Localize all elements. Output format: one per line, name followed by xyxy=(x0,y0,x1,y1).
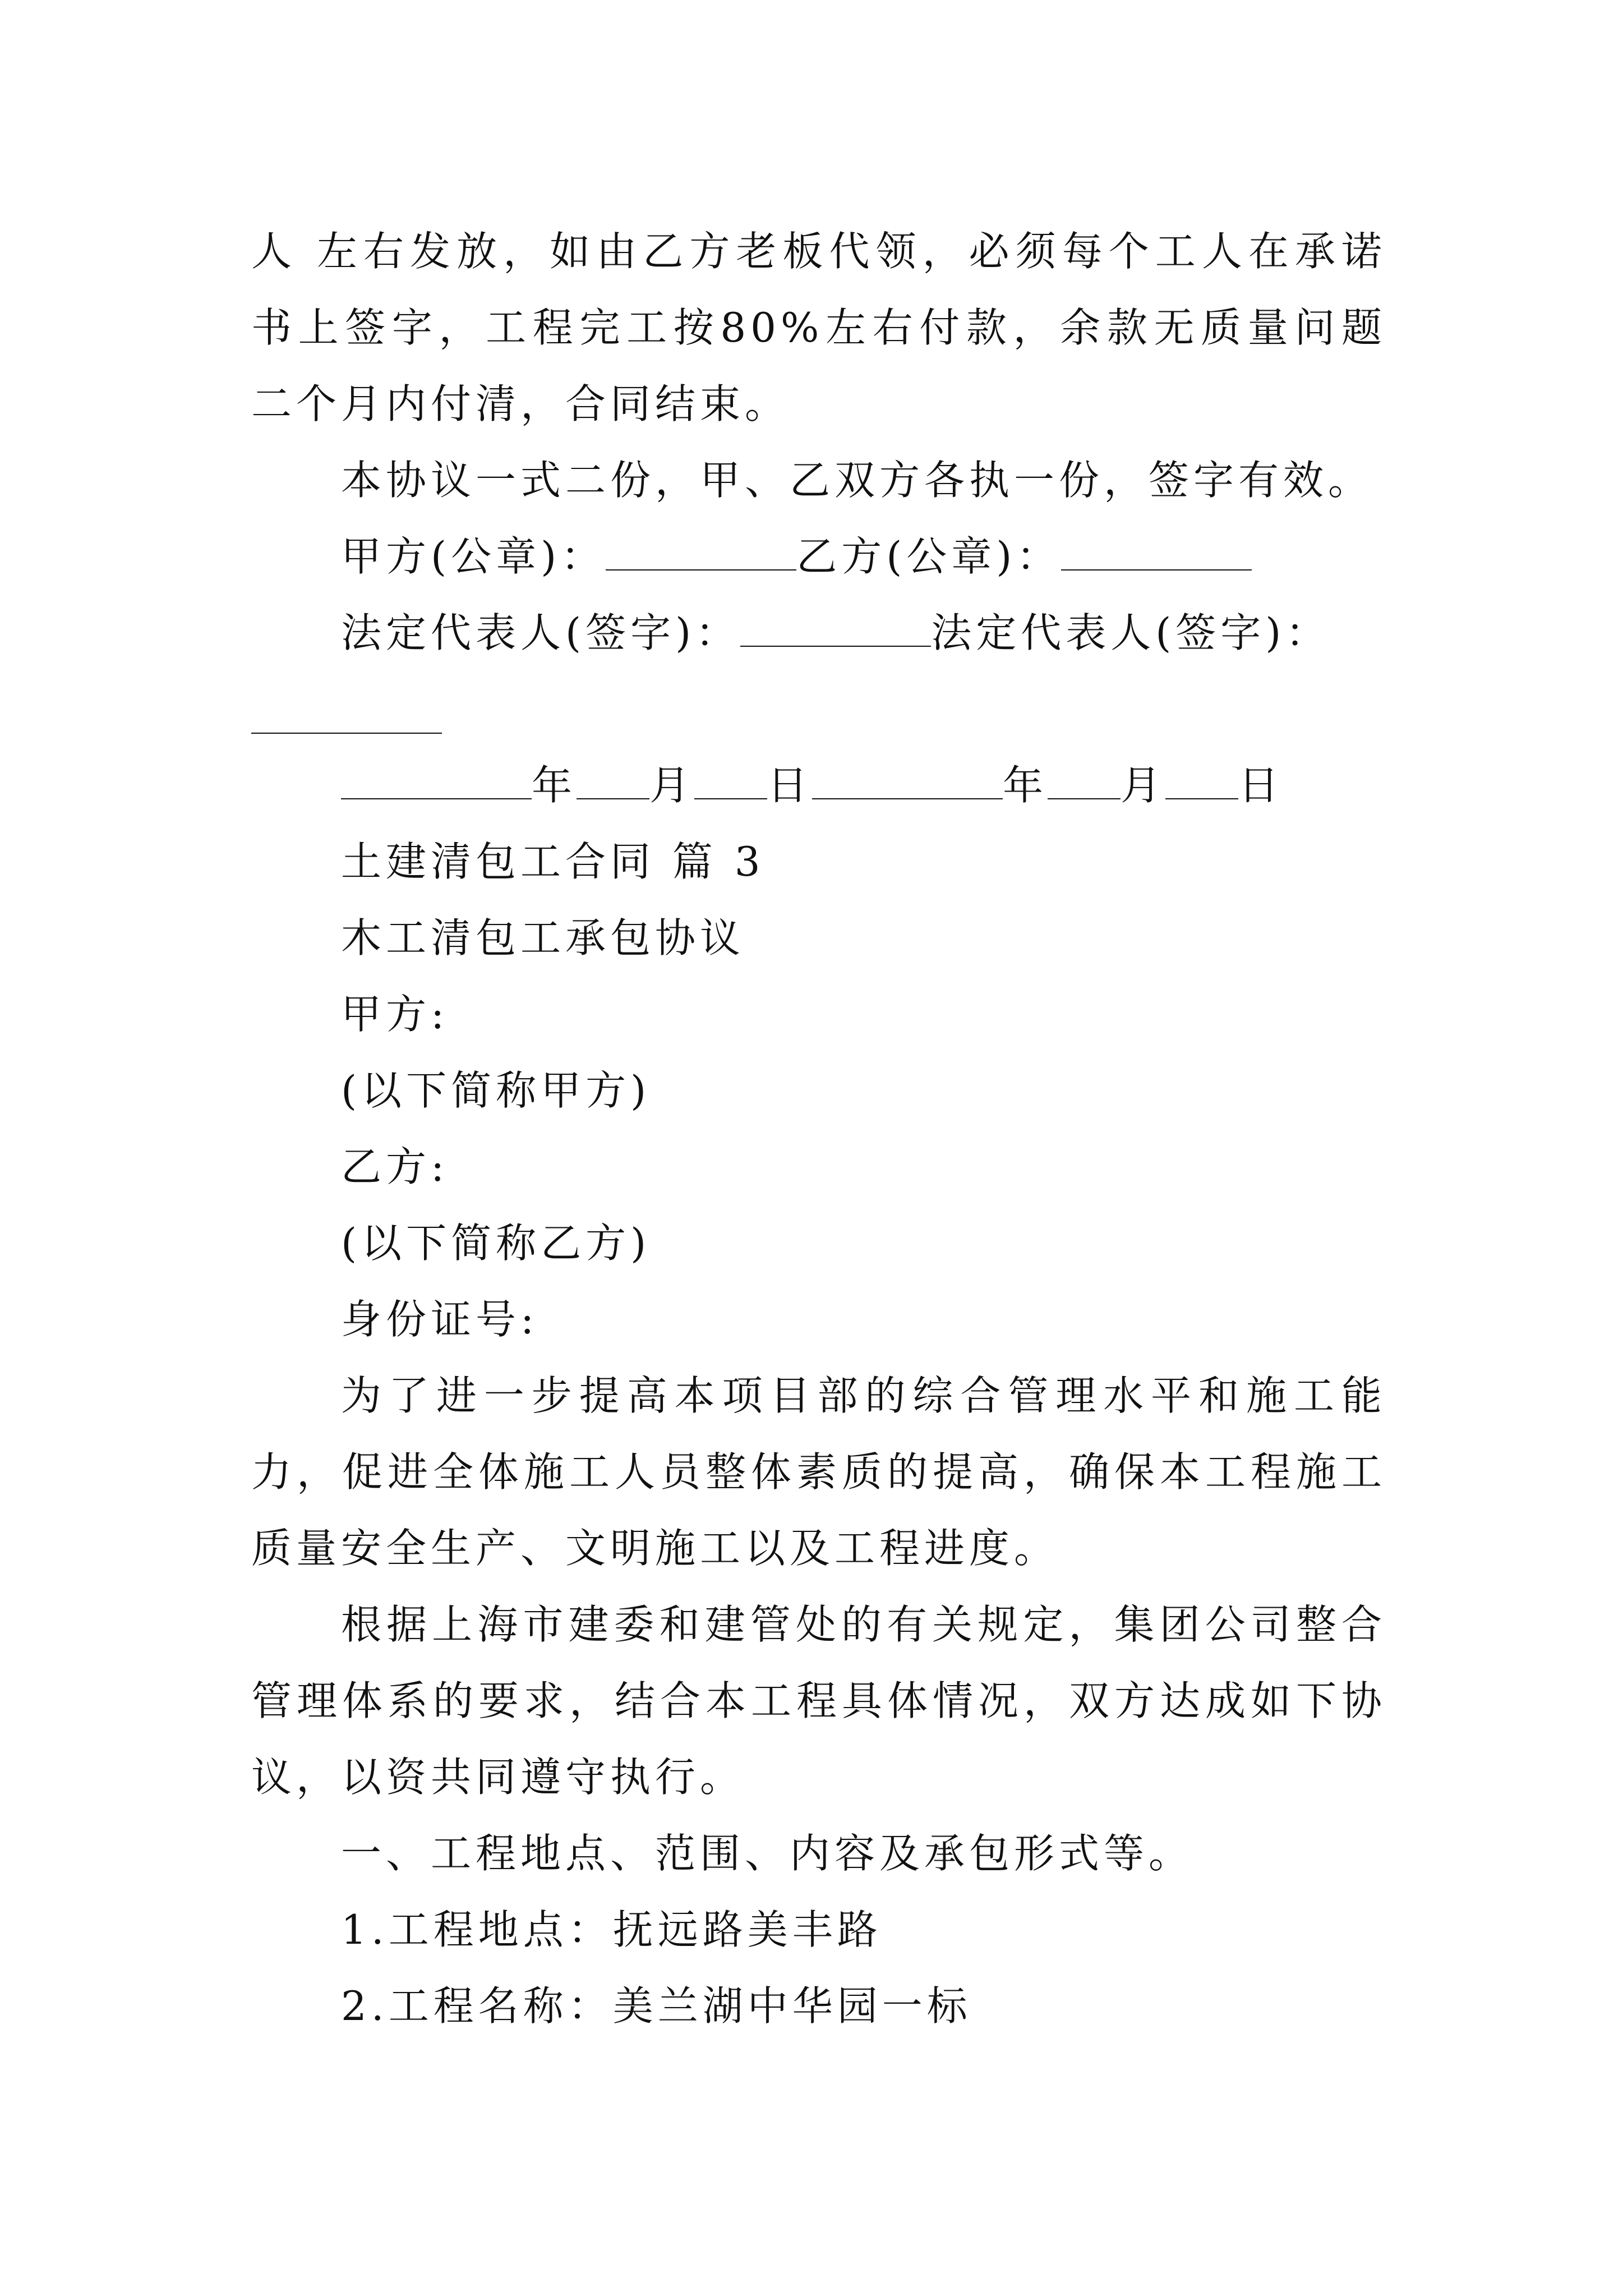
date-b-month-blank[interactable] xyxy=(1048,753,1121,799)
rep-a-blank[interactable] xyxy=(740,601,931,647)
party-b-note: (以下简称乙方) xyxy=(341,1220,651,1267)
paragraph-payment-terms: 人 左右发放，如由乙方老板代领，必须每个工人在承诺书上签字，工程完工按80%左右付款，余款无质量问题二个月内付清，合同结束。 xyxy=(251,228,1386,427)
date-b-month-label: 月 xyxy=(1121,762,1166,809)
basis-text: 根据上海市建委和建管处的有关规定，集团公司整合管理体系的要求，结合本工程具体情况，双方达成如下协议，以资共同遵守执行。 xyxy=(251,1601,1386,1801)
paragraph-copies: 本协议一式二份，甲、乙双方各执一份，签字有效。 xyxy=(341,457,1373,504)
basis-paragraph xyxy=(251,1586,1386,1815)
intro-paragraph xyxy=(251,1358,1386,1586)
date-b-day-blank[interactable] xyxy=(1165,753,1238,799)
intro-text: 为了进一步提高本项目部的综合管理水平和施工能力，促进全体施工人员整体素质的提高，确保本工程施工质量安全生产、文明施工以及工程进度。 xyxy=(251,1372,1386,1572)
item-project-location: 1.工程地点：抚远路美丰路 xyxy=(341,1906,882,1953)
seal-row xyxy=(251,518,1386,595)
item-project-name: 2.工程名称：美兰湖中华园一标 xyxy=(341,1982,972,2030)
date-a-year-label: 年 xyxy=(532,762,577,809)
date-row xyxy=(251,747,1386,823)
date-a-month-blank[interactable] xyxy=(577,753,649,799)
representative-row xyxy=(251,595,1386,671)
party-b-line: 乙方: xyxy=(341,1143,449,1190)
date-a-year-blank[interactable] xyxy=(341,753,532,799)
date-b-year-label: 年 xyxy=(1003,762,1048,809)
section-heading: 土建清包工合同 篇 3 xyxy=(341,838,765,885)
document-body xyxy=(251,213,1386,2044)
party-a-seal-blank[interactable] xyxy=(606,524,796,570)
date-a-month-label: 月 xyxy=(649,762,695,809)
party-a-seal-label: 甲方(公章)： xyxy=(341,533,606,580)
date-a-day-blank[interactable] xyxy=(694,753,767,799)
date-a-day-label: 日 xyxy=(767,762,813,809)
party-b-seal-label: 乙方(公章)： xyxy=(796,533,1062,580)
party-a-line: 甲方: xyxy=(341,991,449,1038)
rep-b-label: 法定代表人(签字)： xyxy=(931,609,1331,656)
date-b-day-label: 日 xyxy=(1238,762,1284,809)
rep-b-blank-row xyxy=(251,671,1386,747)
party-a-note: (以下简称甲方) xyxy=(341,1067,651,1114)
id-number-line: 身份证号: xyxy=(341,1296,539,1343)
party-b-seal-blank[interactable] xyxy=(1061,524,1252,570)
rep-a-label: 法定代表人(签字)： xyxy=(341,609,741,656)
rep-b-blank[interactable] xyxy=(251,688,442,734)
agreement-title: 木工清包工承包协议 xyxy=(341,914,745,961)
date-b-year-blank[interactable] xyxy=(812,753,1003,799)
clause-1-heading: 一、工程地点、范围、内容及承包形式等。 xyxy=(341,1830,1194,1877)
